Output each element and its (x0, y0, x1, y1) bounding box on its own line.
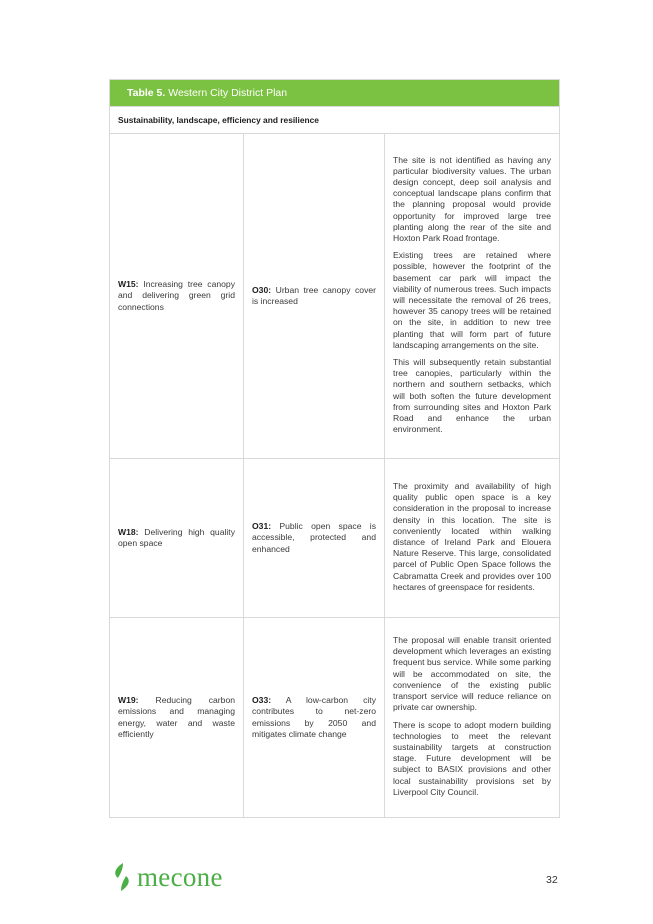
table-caption-label: Table 5. (127, 87, 166, 99)
objective-code: O31: (252, 521, 272, 532)
response-paragraph: There is scope to adopt modern building technologies to meet the relevant sustainability targets at construction stage. Future development will be subject to BASIX provisions and other local sustainability provisions set by Liverpool City Council. (393, 719, 551, 797)
table-body (110, 133, 559, 817)
response-cell (385, 618, 560, 818)
objective-text: Public open space is accessible, protected and enhanced (252, 521, 377, 554)
priority-code: W15: (118, 279, 139, 290)
section-heading: Sustainability, landscape, efficiency and resilience (110, 106, 559, 133)
objective-code: O30: (252, 284, 272, 295)
priority-cell (110, 134, 244, 459)
objective-cell (244, 134, 385, 459)
table-row (110, 618, 559, 818)
logo-text: mecone (137, 861, 223, 892)
objective-text: A low-carbon city contributes to net-zero emissions by 2050 and mitigates climate change (252, 695, 376, 739)
objective-text: Urban tree canopy cover is increased (252, 284, 377, 306)
priority-code: W19: (118, 695, 139, 706)
page-number: 32 (546, 874, 558, 886)
priority-text: Delivering high quality open space (118, 526, 235, 548)
response-paragraph: Existing trees are retained where possible, however the footprint of the basement car park will impact the viability of numerous trees. Such impacts will necessitate the removal of 26 trees, however 35 canopy trees will be retained on the site, in addition to new tree planting that will form part of future landscaping arrangements on the site. (393, 250, 551, 350)
mecone-logo (111, 862, 223, 892)
district-plan-table (109, 79, 560, 818)
priority-text: Increasing tree canopy and delivering green grid connections (118, 279, 235, 312)
response-cell (385, 459, 560, 618)
priority-code: W18: (118, 526, 139, 537)
table-caption-title: Western City District Plan (168, 87, 288, 99)
response-paragraph: The proximity and availability of high quality public open space is a key consideration in the proposal to increase density in this location. The site is conveniently located within walking distance of Ireland Park and Elouera Nature Reserve. This large, consolidated parcel of Public Open Space follows the Cabramatta Creek and provides over 100 hectares of greenspace for residents. (393, 480, 551, 592)
table-caption (110, 80, 559, 106)
table-row (110, 134, 559, 459)
response-paragraph: The proposal will enable transit oriented development which leverages an existing frequent bus service. While some parking will be accommodated on site, the convenience of the existing public transport service will reduce reliance on private car ownership. (393, 635, 551, 713)
objective-cell (244, 618, 385, 818)
table-row (110, 459, 559, 618)
priority-cell (110, 618, 244, 818)
response-paragraph: This will subsequently retain substantial tree canopies, particularly within the northern and southern setbacks, which will both soften the future development from surrounding sites and Hoxton Park Road and enhance the urban environment. (393, 357, 551, 435)
leaf-logo-icon (111, 862, 133, 892)
response-cell (385, 134, 560, 459)
response-paragraph: The site is not identified as having any particular biodiversity values. The urban design concept, deep soil analysis and conceptual landscape plans confirm that the planning proposal would provide opportunity for improved large tree planting along the rear of the site and Hoxton Park Road frontage. (393, 154, 551, 243)
objective-cell (244, 459, 385, 618)
objective-code: O33: (252, 695, 272, 706)
priority-text: Reducing carbon emissions and managing energy, water and waste efficiently (118, 695, 235, 739)
priority-cell (110, 459, 244, 618)
